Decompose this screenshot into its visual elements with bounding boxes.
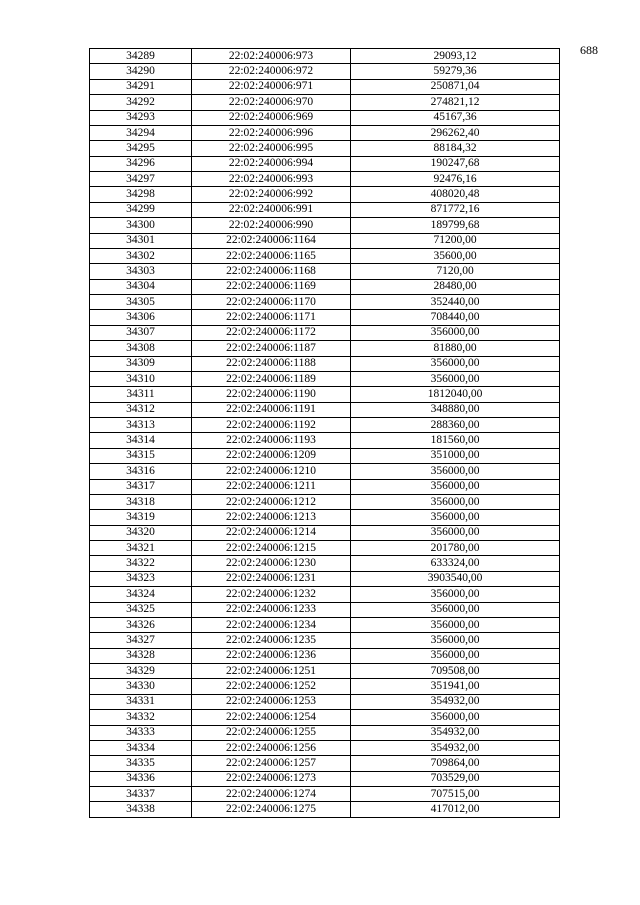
table-row [90,602,560,617]
row-number-cell: 34338 [90,802,192,817]
cadastral-number-cell: 22:02:240006:1253 [192,694,351,709]
cadastral-number-cell: 22:02:240006:1254 [192,710,351,725]
cadastral-number-cell: 22:02:240006:1232 [192,587,351,602]
row-number-cell: 34308 [90,341,192,356]
value-cell: 81880,00 [351,341,560,356]
value-cell: 354932,00 [351,694,560,709]
cadastral-number-cell: 22:02:240006:992 [192,187,351,202]
cadastral-number-cell: 22:02:240006:995 [192,141,351,156]
table-row [90,387,560,402]
cadastral-number-cell: 22:02:240006:970 [192,95,351,110]
cadastral-number-cell: 22:02:240006:1190 [192,387,351,402]
value-cell: 709508,00 [351,664,560,679]
value-cell: 417012,00 [351,802,560,817]
cadastral-value-table [89,48,560,818]
value-cell: 3903540,00 [351,571,560,586]
cadastral-number-cell: 22:02:240006:1188 [192,356,351,371]
table-row [90,402,560,417]
row-number-cell: 34292 [90,95,192,110]
cadastral-number-cell: 22:02:240006:993 [192,172,351,187]
cadastral-number-cell: 22:02:240006:1172 [192,325,351,340]
table-row [90,49,560,64]
row-number-cell: 34322 [90,556,192,571]
page-number: 688 [580,43,598,57]
row-number-cell: 34330 [90,679,192,694]
table-row [90,587,560,602]
cadastral-number-cell: 22:02:240006:1191 [192,402,351,417]
row-number-cell: 34305 [90,295,192,310]
row-number-cell: 34294 [90,125,192,140]
value-cell: 351941,00 [351,679,560,694]
value-cell: 29093,12 [351,49,560,64]
cadastral-number-cell: 22:02:240006:1233 [192,602,351,617]
table-row [90,356,560,371]
table-row [90,710,560,725]
table-row [90,218,560,233]
row-number-cell: 34296 [90,156,192,171]
table-row [90,510,560,525]
row-number-cell: 34299 [90,202,192,217]
cadastral-number-cell: 22:02:240006:972 [192,64,351,79]
cadastral-number-cell: 22:02:240006:971 [192,79,351,94]
value-cell: 181560,00 [351,433,560,448]
table-body [90,49,560,818]
table-row [90,433,560,448]
value-cell: 356000,00 [351,602,560,617]
cadastral-number-cell: 22:02:240006:994 [192,156,351,171]
cadastral-number-cell: 22:02:240006:1234 [192,617,351,632]
row-number-cell: 34329 [90,664,192,679]
row-number-cell: 34301 [90,233,192,248]
row-number-cell: 34318 [90,494,192,509]
row-number-cell: 34303 [90,264,192,279]
cadastral-number-cell: 22:02:240006:1251 [192,664,351,679]
row-number-cell: 34313 [90,418,192,433]
row-number-cell: 34323 [90,571,192,586]
value-cell: 356000,00 [351,356,560,371]
table-row [90,787,560,802]
value-cell: 356000,00 [351,510,560,525]
row-number-cell: 34297 [90,172,192,187]
row-number-cell: 34314 [90,433,192,448]
cadastral-number-cell: 22:02:240006:1230 [192,556,351,571]
value-cell: 354932,00 [351,725,560,740]
cadastral-number-cell: 22:02:240006:1274 [192,787,351,802]
value-cell: 348880,00 [351,402,560,417]
row-number-cell: 34337 [90,787,192,802]
table-row [90,341,560,356]
table-row [90,279,560,294]
row-number-cell: 34317 [90,479,192,494]
table-row [90,571,560,586]
cadastral-number-cell: 22:02:240006:1170 [192,295,351,310]
cadastral-number-cell: 22:02:240006:1213 [192,510,351,525]
value-cell: 354932,00 [351,740,560,755]
row-number-cell: 34320 [90,525,192,540]
row-number-cell: 34334 [90,740,192,755]
table-row [90,771,560,786]
value-cell: 352440,00 [351,295,560,310]
table-row [90,725,560,740]
table-row [90,233,560,248]
cadastral-number-cell: 22:02:240006:1256 [192,740,351,755]
table-row [90,371,560,386]
table-row [90,448,560,463]
row-number-cell: 34315 [90,448,192,463]
table-row [90,541,560,556]
cadastral-number-cell: 22:02:240006:1210 [192,464,351,479]
table-row [90,264,560,279]
value-cell: 351000,00 [351,448,560,463]
cadastral-number-cell: 22:02:240006:1187 [192,341,351,356]
value-cell: 356000,00 [351,710,560,725]
cadastral-number-cell: 22:02:240006:1255 [192,725,351,740]
value-cell: 356000,00 [351,525,560,540]
value-cell: 1812040,00 [351,387,560,402]
cadastral-number-cell: 22:02:240006:996 [192,125,351,140]
value-cell: 356000,00 [351,494,560,509]
cadastral-number-cell: 22:02:240006:1215 [192,541,351,556]
value-cell: 871772,16 [351,202,560,217]
cadastral-number-cell: 22:02:240006:1169 [192,279,351,294]
row-number-cell: 34335 [90,756,192,771]
value-cell: 71200,00 [351,233,560,248]
value-cell: 709864,00 [351,756,560,771]
row-number-cell: 34319 [90,510,192,525]
value-cell: 88184,32 [351,141,560,156]
table-row [90,325,560,340]
table-row [90,141,560,156]
cadastral-number-cell: 22:02:240006:1236 [192,648,351,663]
row-number-cell: 34332 [90,710,192,725]
value-cell: 201780,00 [351,541,560,556]
row-number-cell: 34307 [90,325,192,340]
cadastral-number-cell: 22:02:240006:1214 [192,525,351,540]
cadastral-number-cell: 22:02:240006:969 [192,110,351,125]
cadastral-number-cell: 22:02:240006:1257 [192,756,351,771]
row-number-cell: 34324 [90,587,192,602]
table-row [90,125,560,140]
value-cell: 92476,16 [351,172,560,187]
row-number-cell: 34326 [90,617,192,632]
cadastral-number-cell: 22:02:240006:1193 [192,433,351,448]
table-row [90,525,560,540]
cadastral-number-cell: 22:02:240006:991 [192,202,351,217]
row-number-cell: 34312 [90,402,192,417]
table-row [90,679,560,694]
cadastral-number-cell: 22:02:240006:973 [192,49,351,64]
cadastral-number-cell: 22:02:240006:1168 [192,264,351,279]
value-cell: 633324,00 [351,556,560,571]
row-number-cell: 34295 [90,141,192,156]
row-number-cell: 34311 [90,387,192,402]
value-cell: 45167,36 [351,110,560,125]
cadastral-number-cell: 22:02:240006:1189 [192,371,351,386]
row-number-cell: 34309 [90,356,192,371]
row-number-cell: 34321 [90,541,192,556]
row-number-cell: 34333 [90,725,192,740]
value-cell: 7120,00 [351,264,560,279]
row-number-cell: 34336 [90,771,192,786]
value-cell: 408020,48 [351,187,560,202]
cadastral-number-cell: 22:02:240006:1171 [192,310,351,325]
value-cell: 28480,00 [351,279,560,294]
row-number-cell: 34290 [90,64,192,79]
row-number-cell: 34302 [90,248,192,263]
table-row [90,172,560,187]
table-row [90,64,560,79]
value-cell: 356000,00 [351,587,560,602]
cadastral-number-cell: 22:02:240006:1192 [192,418,351,433]
table-row [90,756,560,771]
cadastral-number-cell: 22:02:240006:1273 [192,771,351,786]
table-row [90,664,560,679]
table-row [90,202,560,217]
value-cell: 356000,00 [351,479,560,494]
table-row [90,95,560,110]
table-row [90,156,560,171]
row-number-cell: 34310 [90,371,192,386]
value-cell: 35600,00 [351,248,560,263]
row-number-cell: 34306 [90,310,192,325]
row-number-cell: 34328 [90,648,192,663]
cadastral-number-cell: 22:02:240006:1252 [192,679,351,694]
table-row [90,310,560,325]
value-cell: 274821,12 [351,95,560,110]
row-number-cell: 34327 [90,633,192,648]
table-row [90,187,560,202]
table-row [90,648,560,663]
cadastral-number-cell: 22:02:240006:1164 [192,233,351,248]
value-cell: 708440,00 [351,310,560,325]
value-cell: 707515,00 [351,787,560,802]
row-number-cell: 34331 [90,694,192,709]
row-number-cell: 34325 [90,602,192,617]
row-number-cell: 34316 [90,464,192,479]
value-cell: 356000,00 [351,617,560,632]
value-cell: 703529,00 [351,771,560,786]
value-cell: 250871,04 [351,79,560,94]
cadastral-number-cell: 22:02:240006:1231 [192,571,351,586]
table-row [90,79,560,94]
table-row [90,494,560,509]
table-row [90,617,560,632]
value-cell: 288360,00 [351,418,560,433]
row-number-cell: 34298 [90,187,192,202]
table-row [90,295,560,310]
table-row [90,556,560,571]
table-row [90,464,560,479]
table-row [90,633,560,648]
value-cell: 59279,36 [351,64,560,79]
value-cell: 356000,00 [351,648,560,663]
cadastral-number-cell: 22:02:240006:990 [192,218,351,233]
row-number-cell: 34300 [90,218,192,233]
cadastral-number-cell: 22:02:240006:1212 [192,494,351,509]
table-row [90,740,560,755]
row-number-cell: 34289 [90,49,192,64]
table-row [90,418,560,433]
value-cell: 296262,40 [351,125,560,140]
value-cell: 356000,00 [351,633,560,648]
cadastral-number-cell: 22:02:240006:1275 [192,802,351,817]
cadastral-number-cell: 22:02:240006:1235 [192,633,351,648]
value-cell: 190247,68 [351,156,560,171]
table-row [90,802,560,817]
value-cell: 356000,00 [351,371,560,386]
cadastral-number-cell: 22:02:240006:1209 [192,448,351,463]
row-number-cell: 34293 [90,110,192,125]
row-number-cell: 34304 [90,279,192,294]
value-cell: 356000,00 [351,325,560,340]
table-row [90,479,560,494]
value-cell: 356000,00 [351,464,560,479]
table-row [90,248,560,263]
table-row [90,694,560,709]
cadastral-number-cell: 22:02:240006:1165 [192,248,351,263]
value-cell: 189799,68 [351,218,560,233]
row-number-cell: 34291 [90,79,192,94]
cadastral-number-cell: 22:02:240006:1211 [192,479,351,494]
table-row [90,110,560,125]
